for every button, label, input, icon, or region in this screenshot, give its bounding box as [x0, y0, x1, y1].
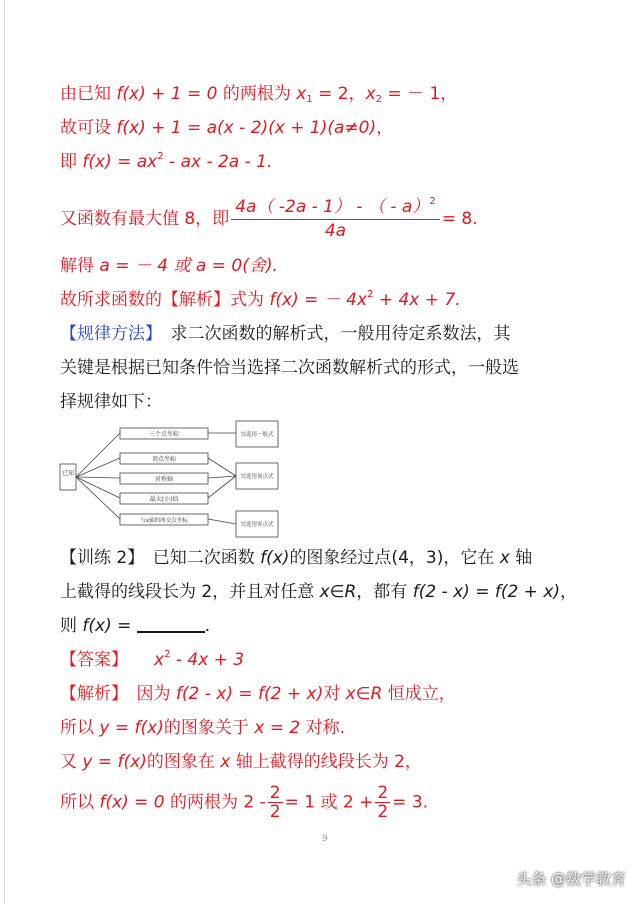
math: x [220, 752, 231, 772]
text: 所以 [60, 718, 100, 738]
flow-result-label-3: 宜选用零点式 [240, 522, 274, 528]
text: 关键是根据已知条件恰当选择二次函数解析式的形式，一般选 [60, 358, 519, 378]
superscript: 2 [429, 196, 436, 207]
math: f(x) + 1 = 0 [116, 84, 218, 104]
text: 轴 [509, 548, 533, 568]
math: x [365, 84, 376, 104]
flow-start-box [60, 464, 76, 490]
flow-arrow [208, 476, 236, 498]
text: 对称. [300, 718, 345, 738]
text: 又 [60, 752, 83, 772]
flowchart-svg [58, 418, 280, 540]
page-number: 9 [322, 834, 328, 844]
text: 解得 [60, 256, 100, 276]
flow-result-label-2: 宜选用顶点式 [240, 474, 274, 480]
math: y = f(x) [82, 752, 147, 772]
superscript: 2 [367, 289, 374, 300]
analysis-line-4 [60, 784, 428, 821]
method-line-3 [60, 390, 162, 414]
fraction-denominator: 2 [377, 802, 389, 822]
solution-line-6 [60, 288, 461, 312]
text: 所以 [60, 792, 100, 813]
flow-arrow [76, 477, 120, 478]
text: 择规律如下： [60, 392, 162, 412]
text: 故所求函数的【解析】式为 [60, 290, 270, 310]
math: x∈R [319, 582, 357, 602]
math: f(x) [260, 548, 290, 568]
text: 求二次函数的解析式，一般用待定系数法，其 [153, 324, 511, 344]
math: + 4x + 7. [373, 290, 461, 310]
text: 故可设 [60, 118, 117, 138]
text: 轴上截得的线段长为 2， [230, 752, 422, 772]
math: x∈R [345, 684, 383, 704]
method-line-2 [60, 356, 519, 380]
text: ， [376, 118, 394, 138]
fraction-denominator: 4a [324, 221, 347, 241]
math: f(x) = [82, 616, 137, 636]
flow-start-label: 已知 [62, 470, 75, 477]
text: ， [560, 582, 578, 602]
superscript: 2 [157, 151, 164, 162]
flow-condition-label-5: 与x轴的两交点坐标 [140, 518, 188, 524]
flow-arrow [76, 433, 120, 477]
flow-condition-label-2: 顶点坐标 [151, 456, 177, 463]
math: x [154, 650, 165, 670]
math: x [499, 548, 510, 568]
text: 则 [60, 616, 83, 636]
text: 的图象经过点(4，3)，它在 [289, 548, 500, 568]
answer-heading: 【答案】 [60, 650, 128, 670]
flow-arrow [208, 519, 236, 524]
solution-line-3 [60, 150, 272, 174]
flow-condition-label-1: 三个点坐标 [148, 431, 180, 438]
answer-line [60, 648, 244, 672]
text: 的图象关于 [163, 718, 255, 738]
superscript: 2 [164, 649, 171, 660]
method-heading: 【规律方法】 [60, 324, 154, 344]
method-line-1 [60, 322, 511, 346]
math: f(x) = － 4x [269, 290, 368, 310]
analysis-line-3 [60, 750, 422, 774]
exercise-line-1 [60, 546, 532, 570]
subscript: 1 [306, 94, 313, 105]
text: = － 1， [382, 84, 458, 104]
fraction-numerator: 2 [377, 783, 389, 803]
math: f(2 - x) = f(2 + x) [412, 582, 561, 602]
text: 由已知 [60, 84, 117, 104]
exercise-line-2 [60, 580, 577, 604]
text: 的两根为 [217, 84, 297, 104]
text: . [204, 616, 211, 636]
page-edge-rule [4, 0, 5, 904]
flow-arrow [76, 477, 120, 519]
analysis-heading: 【解析】 [60, 684, 120, 704]
analysis-line-1 [60, 682, 456, 706]
solution-line-4 [60, 196, 478, 242]
text: 又函数有最大值 8，即 [60, 209, 230, 229]
subscript: 2 [375, 94, 383, 105]
watermark: 头条 @数学教育 [516, 870, 626, 888]
text: = 8. [441, 209, 478, 229]
method-flowchart [58, 418, 280, 540]
text: = 1 或 2 + [284, 792, 374, 813]
math: a = － 4 或 a = 0(舍). [99, 256, 278, 276]
flow-arrow [76, 458, 120, 477]
flow-arrow [208, 458, 236, 476]
fraction-numerator: 4a（ -2a - 1） - （ - a） [235, 197, 430, 217]
text: 的两根为 2 - [164, 792, 266, 813]
fraction-two-halves-1 [268, 784, 283, 821]
text: ，都有 [356, 582, 413, 602]
max-value-fraction [231, 196, 439, 242]
math: x = 2 [254, 718, 301, 738]
exercise-line-3 [60, 614, 210, 638]
math: f(x) = ax [82, 152, 158, 172]
math: - 4x + 3 [170, 650, 245, 670]
math: f(x) + 1 = a(x - 2)(x + 1)(a≠0) [116, 118, 377, 138]
text: 对 [323, 684, 346, 704]
text: = 3. [392, 792, 429, 813]
text: 因为 [119, 684, 176, 704]
text: 的图象在 [146, 752, 221, 772]
solution-line-2 [60, 116, 393, 140]
math: x [296, 84, 307, 104]
fraction-numerator: 2 [269, 783, 281, 803]
text: 【训练 2】 已知二次函数 [60, 548, 261, 568]
math: f(x) = 0 [99, 792, 165, 813]
flow-result-label-1: 宜选用一般式 [240, 432, 274, 438]
text: 恒成立， [382, 684, 456, 704]
text: 上截得的线段长为 2，并且对任意 [60, 582, 320, 602]
flow-arrow [208, 476, 236, 478]
solution-line-5 [60, 254, 278, 278]
flow-arrow [76, 477, 120, 498]
flow-condition-label-4: 最大(小)值 [149, 496, 179, 503]
math: f(2 - x) = f(2 + x) [175, 684, 324, 704]
answer-blank [137, 617, 205, 633]
math: y = f(x) [99, 718, 164, 738]
flow-condition-label-3: 对称轴 [154, 476, 174, 483]
analysis-line-2 [60, 716, 345, 740]
math: - ax - 2a - 1. [163, 152, 273, 172]
solution-line-1 [60, 82, 457, 106]
fraction-denominator: 2 [269, 802, 281, 822]
text: 即 [60, 152, 83, 172]
fraction-two-halves-2 [375, 784, 390, 821]
text: = 2， [312, 84, 366, 104]
